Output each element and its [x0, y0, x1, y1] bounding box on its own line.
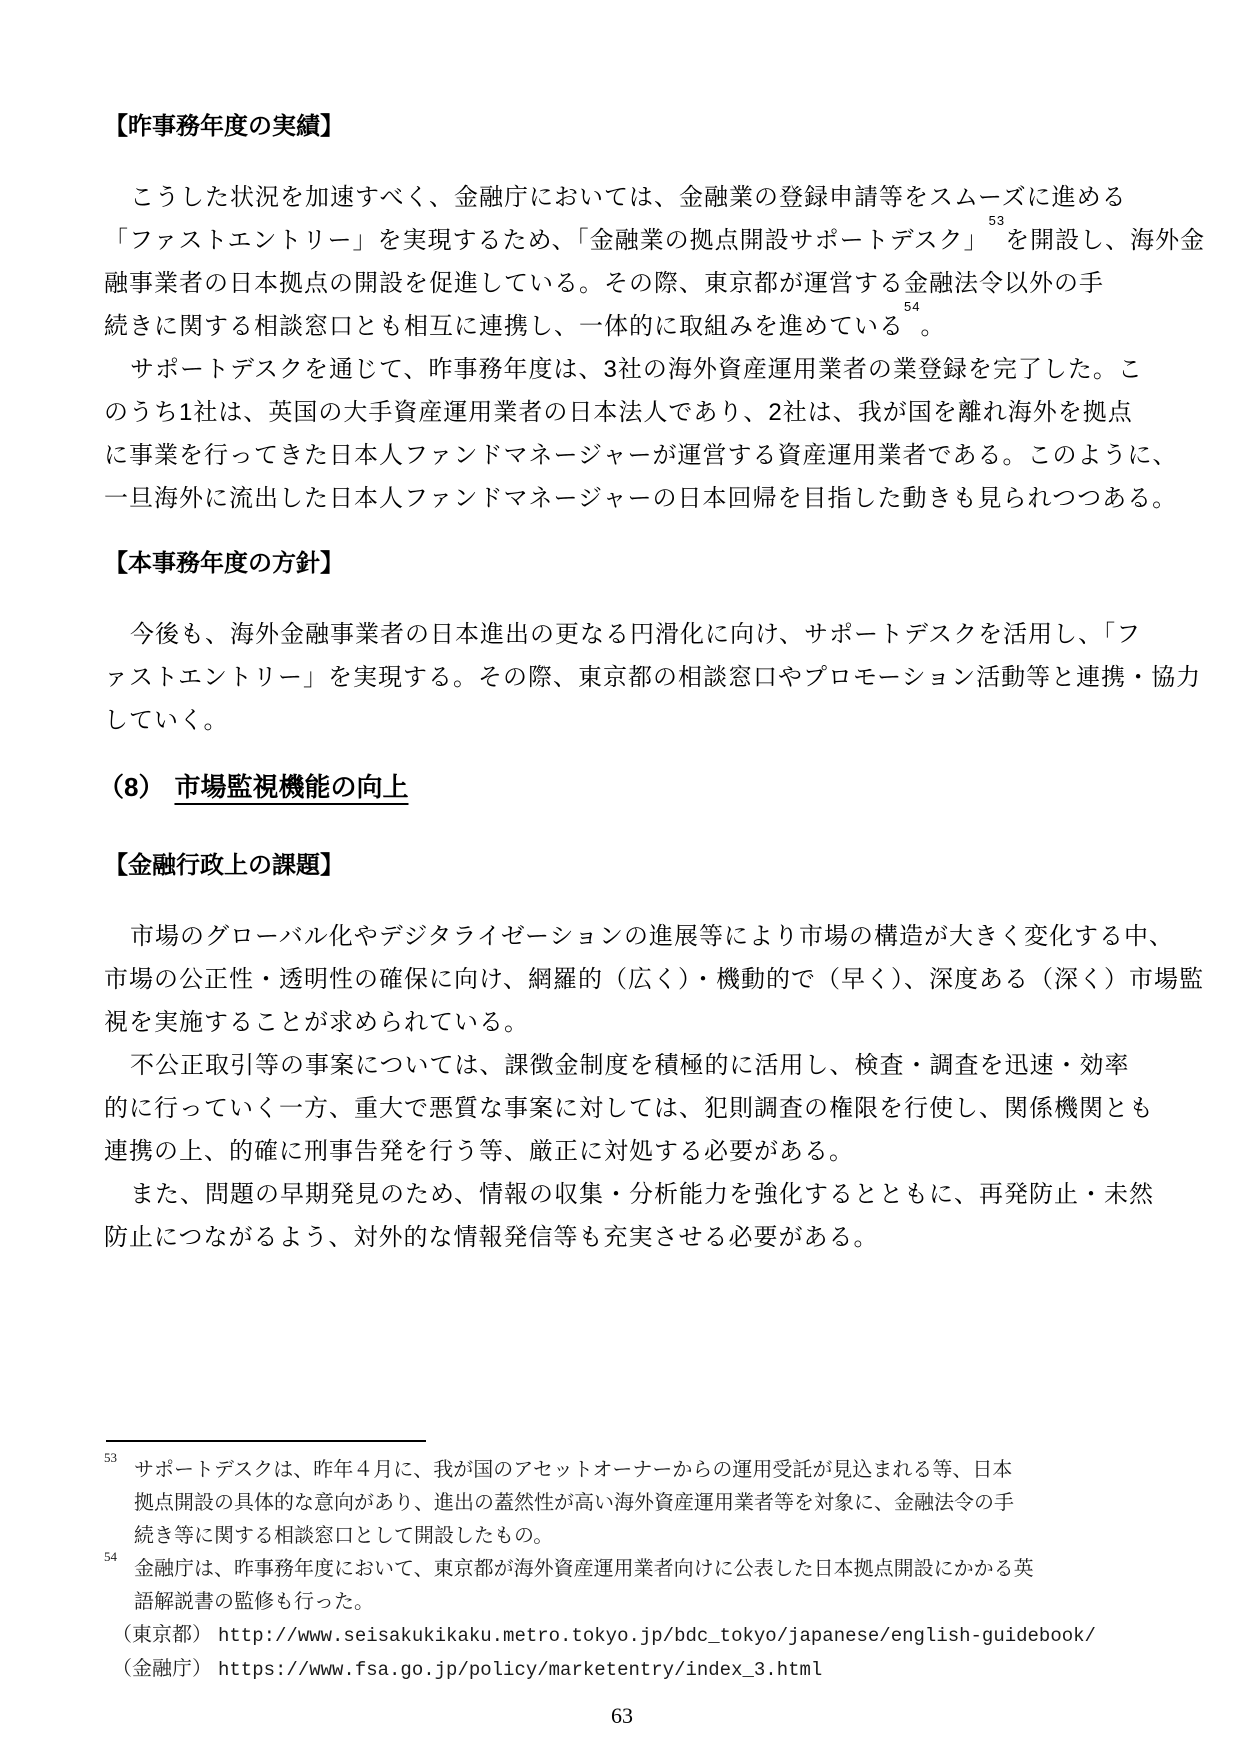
footnote-line: $^{54}$金融庁は、昨事務年度において、東京都が海外資産運用業者向けに公表した日本拠点開設にかかる英 — [104, 1549, 1034, 1580]
text-line: 今後も、海外金融事業者の日本進出の更なる円滑化に向け、サポートデスクを活用し、「フ — [130, 621, 1142, 648]
footnote-line: 続き等に関する相談窓口として開設したもの。 — [134, 1525, 554, 1547]
body-paragraph — [104, 176, 1206, 348]
text-line: のうち1社は、英国の大手資産運用業者の日本法人であり、2社は、我が国を離れ海外を拠点 — [104, 399, 1133, 426]
text-line: 一旦海外に流出した日本人ファンドマネージャーの日本回帰を目指した動きも見られつつある。 — [104, 485, 1178, 512]
body-paragraph — [104, 613, 1202, 742]
text-line: 防止につながるよう、対外的な情報発信等も充実させる必要がある。 — [104, 1224, 879, 1251]
footnote-line: 拠点開設の具体的な意向があり、進出の蓋然性が高い海外資産運用業者等を対象に、金融法令の手 — [134, 1492, 1014, 1514]
footnote-separator — [106, 1440, 426, 1442]
subsection-heading: 【本事務年度の方針】 — [104, 550, 344, 577]
section-number: （8） — [98, 772, 165, 802]
footnote-link-line — [104, 1653, 1140, 1687]
body-paragraph — [104, 1173, 1155, 1259]
body-paragraph — [104, 348, 1178, 520]
footnote-line: 語解説書の監修も行った。 — [134, 1591, 374, 1613]
text-line: また、問題の早期発見のため、情報の収集・分析能力を強化するとともに、再発防止・未然 — [130, 1181, 1155, 1208]
text-line: 連携の上、的確に刑事告発を行う等、厳正に対処する必要がある。 — [104, 1138, 854, 1165]
footnote — [104, 1549, 1140, 1687]
footnote-reference: 54 — [904, 299, 921, 314]
text-line: サポートデスクを通じて、昨事務年度は、3社の海外資産運用業者の業登録を完了した。こ — [130, 356, 1143, 383]
text-line: 「ファストエントリー」を実現するため、「金融業の拠点開設サポートデスク」$^{53}$を開設し、海外金 — [104, 213, 1206, 254]
section-title-text: 市場監視機能の向上 — [174, 772, 409, 802]
text-line: 続きに関する相談窓口とも相互に連携し、一体的に取組みを進めている$^{54}$。 — [104, 299, 946, 340]
section-title — [98, 764, 1140, 810]
text-line: 視を実施することが求められている。 — [104, 1009, 529, 1036]
body-paragraph — [104, 915, 1205, 1044]
text-line: 不公正取引等の事案については、課徴金制度を積極的に活用し、検査・調査を迅速・効率 — [130, 1052, 1130, 1079]
text-line: 的に行っていく一方、重大で悪質な事案に対しては、犯則調査の権限を行使し、関係機関とも — [104, 1095, 1154, 1122]
subsection-heading: 【金融行政上の課題】 — [104, 852, 344, 879]
text-line: 市場の公正性・透明性の確保に向け、網羅的（広く）・機動的で（早く）、深度ある（深く）市場監 — [104, 966, 1205, 993]
footnote-line: $^{53}$サポートデスクは、昨年４月に、我が国のアセットオーナーからの運用受託が見込まれる等、日本 — [104, 1450, 1013, 1481]
footnote-link-line — [104, 1619, 1140, 1653]
text-line: こうした状況を加速すべく、金融庁においては、金融業の登録申請等をスムーズに進める — [130, 184, 1127, 211]
footnote-link-label: （東京都） — [112, 1624, 212, 1646]
body-paragraph — [104, 1044, 1154, 1173]
subsection-heading: 【昨事務年度の実績】 — [104, 113, 344, 140]
footnote-link-label: （金融庁） — [112, 1658, 212, 1680]
text-line: していく。 — [104, 707, 229, 734]
footnote — [104, 1450, 1140, 1553]
document-content — [98, 105, 1206, 1259]
footnotes-list — [104, 1450, 1140, 1687]
footnote-reference: 53 — [988, 213, 1006, 228]
whitespace-spacer — [104, 1259, 1140, 1440]
footnotes-section — [104, 1440, 1140, 1687]
text-line: 融事業者の日本拠点の開設を促進している。その際、東京都が運営する金融法令以外の手 — [104, 270, 1104, 297]
footnote-url: https://www.fsa.go.jp/policy/marketentry/index_3.html — [218, 1659, 823, 1681]
text-line: に事業を行ってきた日本人ファンドマネージャーが運営する資産運用業者である。このように、 — [104, 442, 1178, 469]
footnote-url: http://www.seisakukikaku.metro.tokyo.jp/bdc_tokyo/japanese/english-guidebook/ — [218, 1625, 1096, 1647]
text-line: ァストエントリー」を実現する。その際、東京都の相談窓口やプロモーション活動等と連携・協力 — [104, 664, 1202, 691]
text-line: 市場のグローバル化やデジタライゼーションの進展等により市場の構造が大きく変化する中、 — [130, 923, 1174, 950]
page-number: 63 — [611, 1703, 633, 1728]
